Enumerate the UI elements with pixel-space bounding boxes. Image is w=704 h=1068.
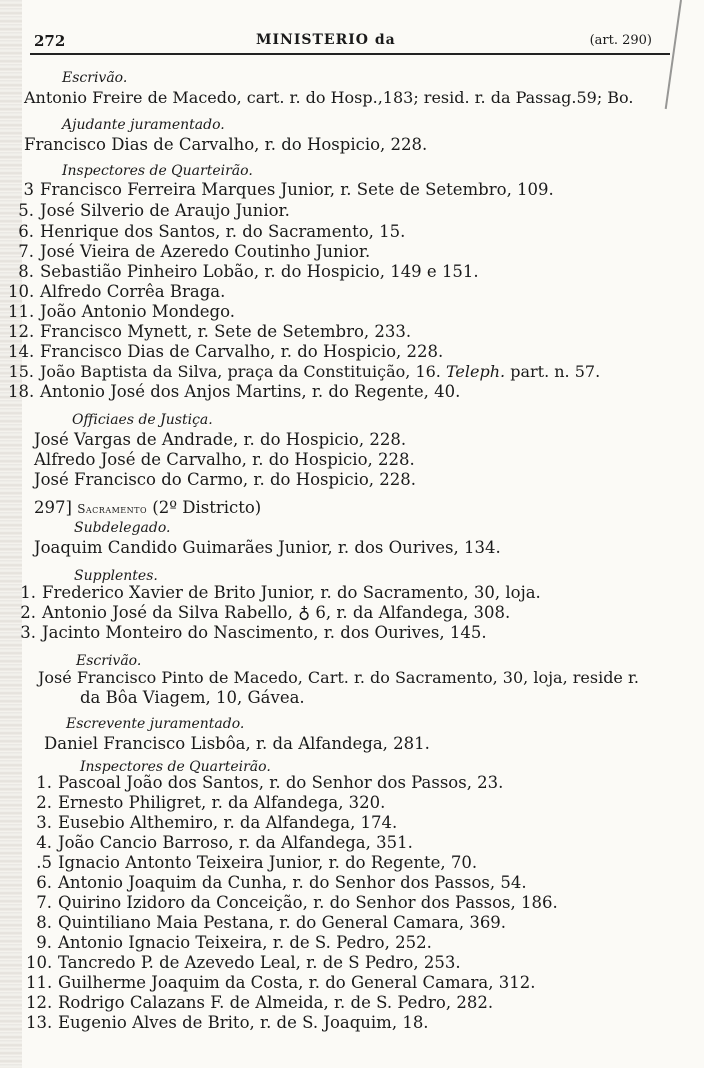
escrivao-entry: Antonio Freire de Macedo, cart. r. do Hosp.,183; resid. r. da Passag.59; Bo. (24, 88, 634, 107)
list-item: 3 Francisco Ferreira Marques Junior, r. Sete de Setembro, 109. (23, 180, 554, 199)
list-item: 7. Quirino Izidoro da Conceição, r. do Senhor dos Passos, 186. (36, 893, 558, 912)
heading-ajudante: Ajudante juramentado. (62, 117, 225, 133)
list-item: 3. Jacinto Monteiro do Nascimento, r. dos Ourives, 145. (20, 623, 487, 642)
list-item: 11. João Antonio Mondego. (8, 302, 235, 321)
list-item: 5. José Silverio de Araujo Junior. (18, 201, 290, 220)
section-number: 297] (34, 498, 72, 517)
section-district: (2º Districto) (152, 498, 262, 517)
heading-escrivao-2: Escrivão. (76, 653, 142, 669)
header-rule (30, 53, 670, 55)
page-header (26, 30, 666, 54)
ajudante-entry: Francisco Dias de Carvalho, r. do Hospicio, 228. (24, 135, 428, 154)
list-item: 6. Henrique dos Santos, r. do Sacramento, 15. (18, 222, 406, 241)
heading-inspectores-1: Inspectores de Quarteirão. (62, 163, 253, 179)
heading-officiaes: Officiaes de Justiça. (72, 412, 213, 428)
officiaes-entry: Alfredo José de Carvalho, r. do Hospicio, 228. (34, 450, 415, 469)
page-edge-shadow (0, 0, 22, 1068)
list-item: 8. Quintiliano Maia Pestana, r. do General Camara, 369. (36, 913, 507, 932)
page-number: 272 (34, 32, 66, 50)
list-item: 2. Ernesto Philigret, r. da Alfandega, 320. (36, 793, 386, 812)
list-item: 13. Eugenio Alves de Brito, r. de S. Joaquim, 18. (26, 1013, 429, 1032)
section-name: Sacramento (77, 502, 148, 516)
list-item: 8. Sebastião Pinheiro Lobão, r. do Hospicio, 149 e 151. (18, 262, 479, 281)
list-item: 1. Frederico Xavier de Brito Junior, r. do Sacramento, 30, loja. (20, 583, 541, 602)
heading-inspectores-2: Inspectores de Quarteirão. (80, 759, 271, 775)
list-item: 15. João Baptista da Silva, praça da Constituição, 16. Teleph. part. n. 57. (8, 362, 601, 381)
list-item: 10. Tancredo P. de Azevedo Leal, r. de S Pedro, 253. (26, 953, 461, 972)
article-ref: (art. 290) (589, 33, 652, 48)
section-heading (34, 498, 261, 519)
list-item: 7. José Vieira de Azeredo Coutinho Junior. (18, 242, 371, 261)
list-item: .5 Ignacio Antonto Teixeira Junior, r. do Regente, 70. (36, 853, 478, 872)
list-item: 10. Alfredo Corrêa Braga. (8, 282, 226, 301)
list-item: 1. Pascoal João dos Santos, r. do Senhor dos Passos, 23. (36, 773, 504, 792)
escrivao-entry-2-cont: da Bôa Viagem, 10, Gávea. (80, 688, 305, 707)
officiaes-entry: José Francisco do Carmo, r. do Hospicio, 228. (34, 470, 417, 489)
escrivao-entry-2: José Francisco Pinto de Macedo, Cart. r. do Sacramento, 30, loja, reside r. (38, 668, 639, 687)
escrevente-entry: Daniel Francisco Lisbôa, r. da Alfandega, 281. (44, 734, 430, 753)
list-item: 12. Francisco Mynett, r. Sete de Setembro, 233. (8, 322, 412, 341)
list-item: 12. Rodrigo Calazans F. de Almeida, r. de S. Pedro, 282. (26, 993, 494, 1012)
subdelegado-entry: Joaquim Candido Guimarães Junior, r. dos Ourives, 134. (34, 538, 501, 557)
list-item: 6. Antonio Joaquim da Cunha, r. do Senhor dos Passos, 54. (36, 873, 527, 892)
list-item: 2. Antonio José da Silva Rabello, ♁ 6, r. da Alfandega, 308. (20, 603, 511, 622)
telephone-label: Teleph. (445, 362, 506, 381)
list-item: 4. João Cancio Barroso, r. da Alfandega, 351. (36, 833, 413, 852)
list-item: 18. Antonio José dos Anjos Martins, r. do Regente, 40. (8, 382, 461, 401)
list-item: 11. Guilherme Joaquim da Costa, r. do General Camara, 312. (26, 973, 536, 992)
running-title: MINISTERIO da (256, 32, 396, 48)
officiaes-entry: José Vargas de Andrade, r. do Hospicio, 228. (34, 430, 407, 449)
list-item: 3. Eusebio Althemiro, r. da Alfandega, 174. (36, 813, 398, 832)
heading-subdelegado: Subdelegado. (74, 520, 171, 536)
heading-escrevente: Escrevente juramentado. (66, 716, 245, 732)
heading-escrivao: Escrivão. (62, 70, 128, 86)
heading-supplentes: Supplentes. (74, 568, 158, 584)
list-item: 9. Antonio Ignacio Teixeira, r. de S. Pedro, 252. (36, 933, 432, 952)
list-item: 14. Francisco Dias de Carvalho, r. do Hospicio, 228. (8, 342, 444, 361)
